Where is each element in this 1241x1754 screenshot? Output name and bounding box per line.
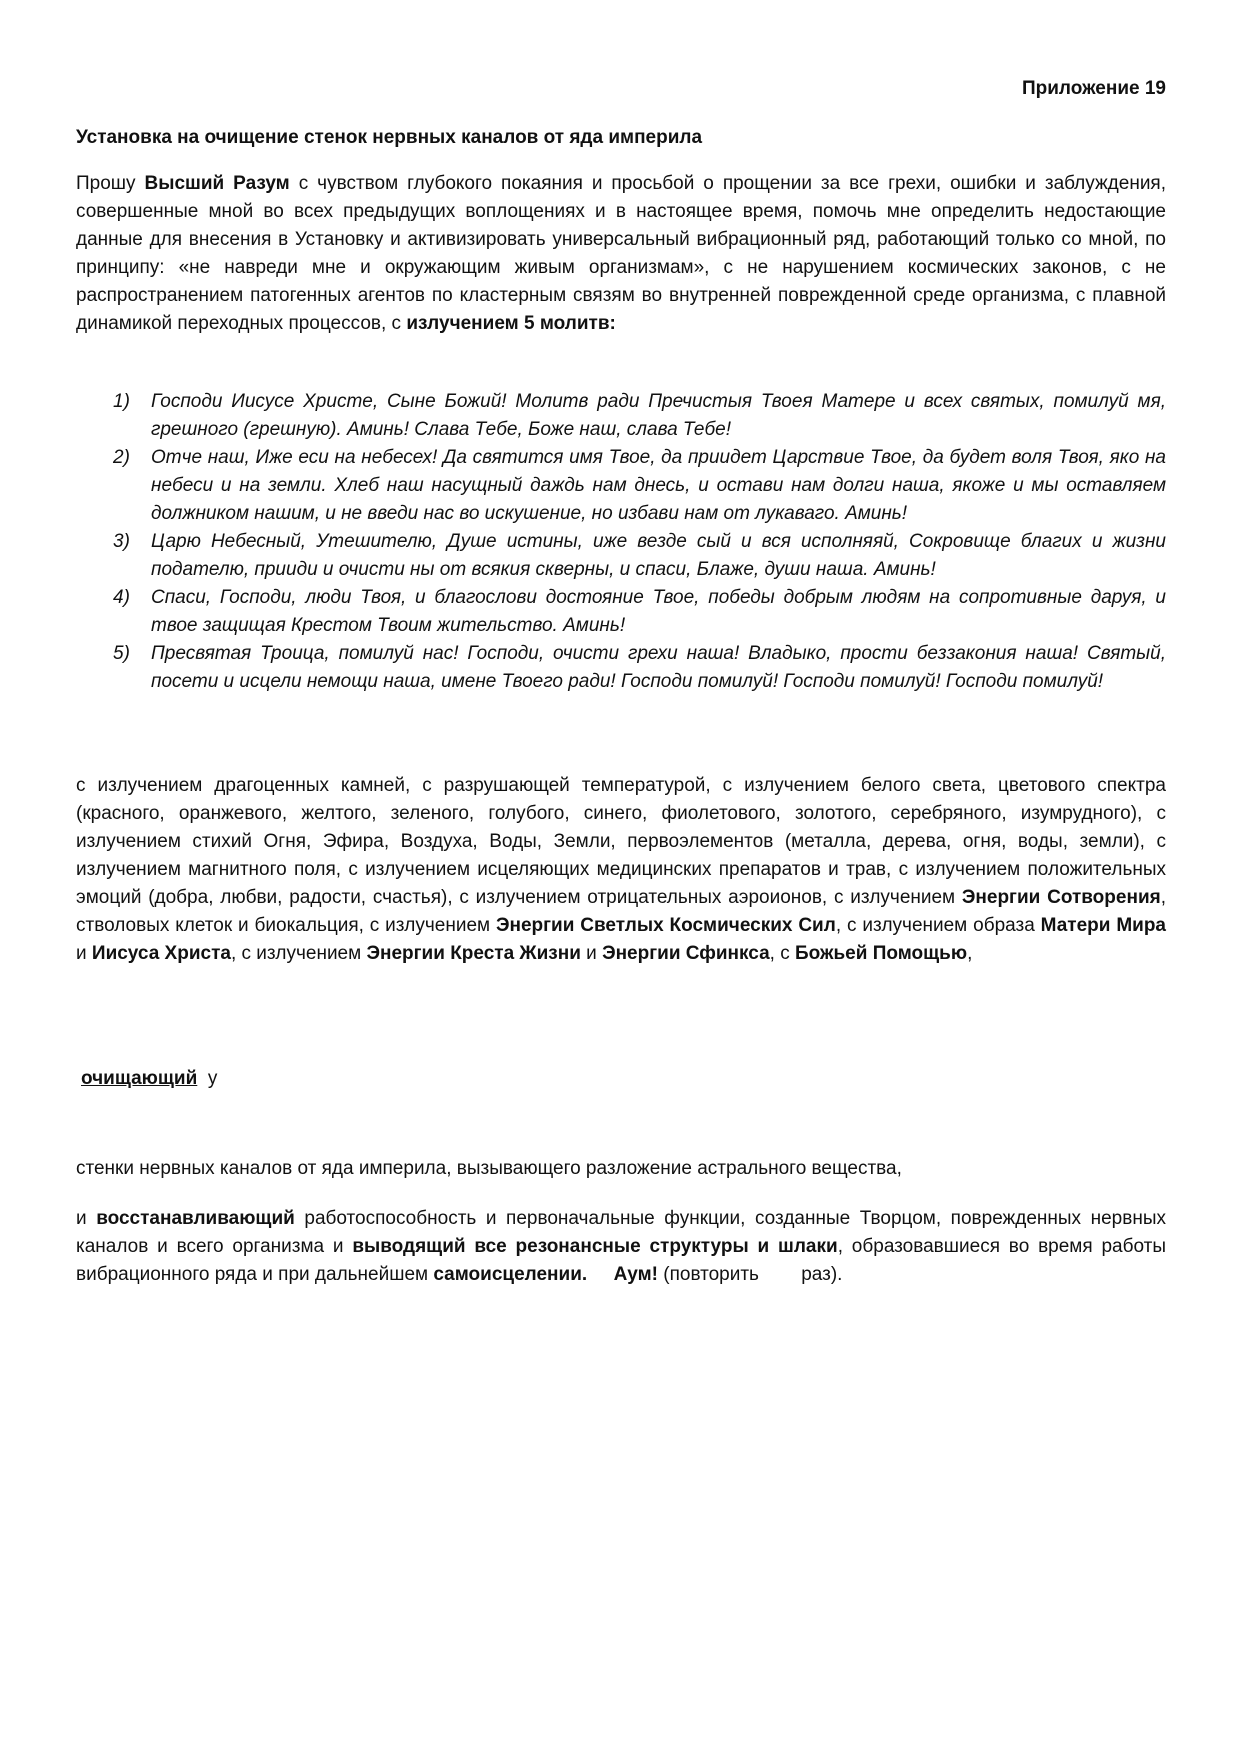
restore-text: , образовавшиеся во время работы вибрационного ряда и при дальнейшем	[76, 1236, 1166, 1285]
emissions-bold: Энергии Сфинкса	[602, 943, 770, 964]
intro-bold-five-prayers: излучением 5 молитв:	[406, 313, 616, 334]
intro-text: Прошу	[76, 173, 145, 194]
cleaning-word: очищающий	[81, 1068, 198, 1089]
restore-bold: выводящий все резонансные структуры и шлаки	[352, 1236, 838, 1257]
emissions-text: и	[76, 943, 92, 964]
emissions-text: , с излучением образа	[835, 915, 1041, 936]
walls-line: стенки нервных каналов от яда империла, вызывающего разложение астрального вещества,	[76, 1158, 902, 1179]
emissions-bold: Энергии Светлых Космических Сил	[495, 915, 836, 936]
emissions-bold: Энергии Креста Жизни	[366, 943, 581, 964]
emissions-text: ,	[967, 943, 973, 964]
prayer-number: 2)	[113, 447, 130, 468]
prayer-number: 5)	[113, 643, 130, 664]
intro-text: с чувством глубокого покаяния и просьбой о прощении за все грехи, ошибки и заблуждения, совершенные мной во всех предыдущих воплощениях и в настоящее время, помочь мне определить недостающие данные для внесения в Установку и активизировать универсальный вибрационный ряд, работающий только со мной, по принципу: «не навреди мне и окружающим живым организмам», с не нарушением космических законов, с не распространением патогенных агентов по кластерным связям во внутренней поврежденной среде организма, с плавной динамикой переходных процессов, с	[76, 173, 1166, 334]
cleaning-line	[81, 1068, 217, 1090]
cleaning-suffix: у	[207, 1068, 218, 1089]
prayer-text: Отче наш, Иже еси на небесех! Да святится имя Твое, да приидет Царствие Твое, да будет воля Твоя, яко на небеси и на земли. Хлеб наш насущный даждь нам днесь, и остави нам долги наша, якоже и мы оставляем должником нашим, и не введи нас во искушение, но избави нам от лукаваго. Аминь!	[151, 447, 1166, 524]
appendix-label: Приложение 19	[1021, 78, 1166, 99]
emissions-text: и	[580, 943, 603, 964]
prayer-text: Господи Иисусе Христе, Сыне Божий! Молитв ради Пречистыя Твоея Матере и всех святых, помилуй мя, грешного (грешную). Аминь! Слава Тебе, Боже наш, слава Тебе!	[151, 391, 1166, 440]
prayer-text: Царю Небесный, Утешителю, Душе истины, иже везде сый и вся исполняяй, Сокровище благих и жизни подателю, прииди и очисти ны от всякия скверны, и спаси, Блаже, души наша. Аминь!	[151, 531, 1166, 580]
prayer-text: Пресвятая Троица, помилуй нас! Господи, очисти грехи наша! Владыко, прости беззакония наша! Святый, посети и исцели немощи наша, имене Твоего ради! Господи помилуй! Господи помилуй! Господи помилуй!	[151, 643, 1166, 692]
restore-bold: самоисцелении.	[433, 1264, 588, 1285]
restore-gap	[587, 1264, 613, 1285]
emissions-text: , с излучением	[230, 943, 367, 964]
restore-paragraph	[76, 1205, 1166, 1289]
restore-text: и	[76, 1208, 97, 1229]
restore-bold-aum: Аум!	[613, 1264, 658, 1285]
emissions-bold: Матери Мира	[1040, 915, 1166, 936]
prayer-item	[76, 388, 1166, 444]
restore-bold: восстанавливающий	[96, 1208, 295, 1229]
prayer-number: 1)	[113, 391, 130, 412]
intro-paragraph	[76, 170, 1166, 338]
restore-text: (повторить раз).	[657, 1264, 843, 1285]
emissions-bold: Иисуса Христа	[91, 943, 231, 964]
prayer-item	[76, 444, 1166, 528]
emissions-bold: Божьей Помощью	[795, 943, 968, 964]
emissions-bold: Энергии Сотворения	[961, 887, 1161, 908]
prayer-number: 4)	[113, 587, 130, 608]
intro-bold-higher-mind: Высший Разум	[144, 173, 290, 194]
emissions-text: , стволовых клеток и биокальция, с излучением	[76, 887, 1166, 936]
prayer-text: Спаси, Господи, люди Твоя, и благослови достояние Твое, победы добрым людям на сопротивные даруя, и твое защищая Крестом Твоим жительство. Аминь!	[151, 587, 1166, 636]
prayer-number: 3)	[113, 531, 130, 552]
prayer-item	[76, 640, 1166, 696]
document-title: Установка на очищение стенок нервных каналов от яда империла	[76, 127, 703, 148]
restore-text: работоспособность и первоначальные функции, созданные Творцом, поврежденных нервных каналов и всего организма и	[76, 1208, 1166, 1257]
prayer-item	[76, 584, 1166, 640]
emissions-text: с излучением драгоценных камней, с разрушающей температурой, с излучением белого света, цветового спектра (красного, оранжевого, желтого, зеленого, голубого, синего, фиолетового, золотого, серебряного, изумрудного), с излучением стихий Огня, Эфира, Воздуха, Воды, Земли, первоэлементов (металла, дерева, огня, воды, земли), с излучением магнитного поля, с излучением исцеляющих медицинских препаратов и трав, с излучением положительных эмоций (добра, любви, радости, счастья), с излучением отрицательных аэроионов, с излучением	[76, 775, 1166, 908]
prayer-list	[76, 388, 1166, 696]
prayer-item	[76, 528, 1166, 584]
emissions-paragraph	[76, 772, 1166, 968]
emissions-text: , с	[769, 943, 796, 964]
